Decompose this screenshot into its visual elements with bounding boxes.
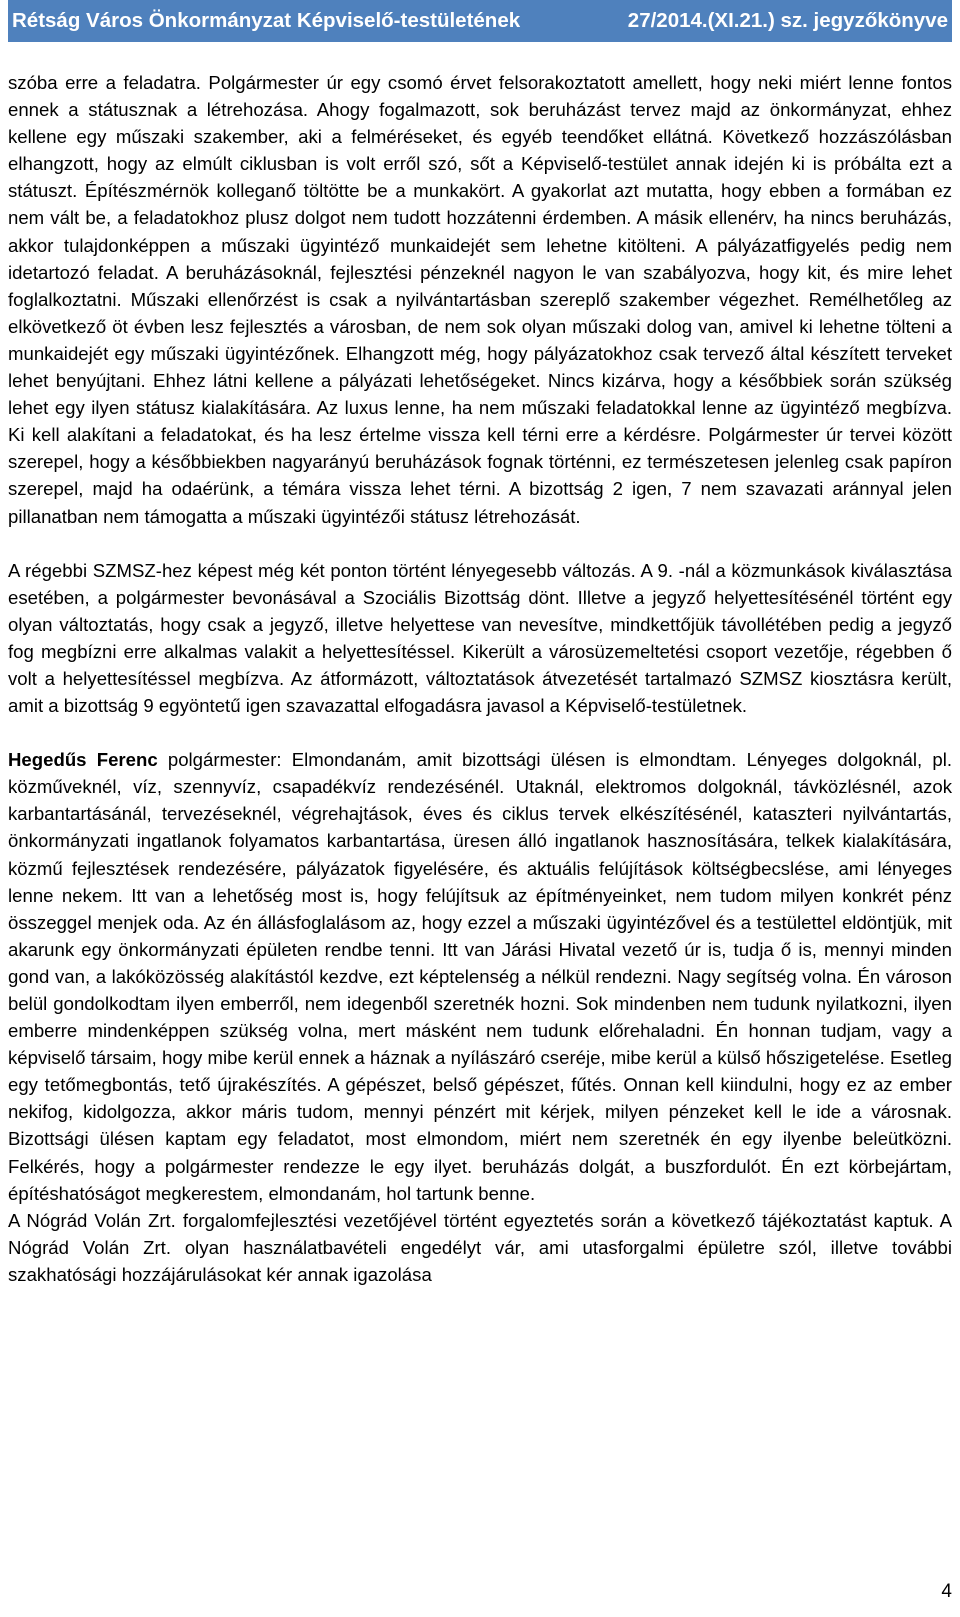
header-title: Rétság Város Önkormányzat Képviselő-testületének bbox=[12, 9, 521, 32]
page-number: 4 bbox=[941, 1581, 952, 1602]
document-body bbox=[8, 69, 952, 1288]
speech-text: polgármester: Elmondanám, amit bizottsági ülésen is elmondtam. Lényeges dolgoknál, pl. közműveknél, víz, szennyvíz, csapadékvíz rendezésénél. Utaknál, elektromos dolgoknál, távközlésnél, azok karbantartásánál, tervezéseknél, végrehajtások, éves és ciklus tervek elkészítésénél, kataszteri nyilvántartás, önkormányzati ingatlanok folyamatos karbantartása, üresen álló ingatlanok hasznosítására, telkek kialakítására, közmű fejlesztések rendezésére, pályázatok figyelésére, és aktuális felújítások költségbecslése, ami lényeges lenne nekem. Itt van a lehetőség most is, hogy felújítsuk az építményeinket, nem tudom milyen konkrét pénz összeggel menjek oda. Az én állásfoglalásom az, hogy ezzel a műszaki ügyintézővel és a testülettel eldöntjük, mit akarunk egy önkormányzati épületen rendbe tenni. Itt van Járási Hivatal vezető úr is, tudja ő is, mennyi minden gond van, a lakóközösség alakítástól kezdve, ezt képtelenség a nélkül rendezni. Nagy segítség volna. Én városon belül gondolkodtam ilyen emberről, nem idegenből szeretnék hozni. Sok mindenben nem tudunk nyilatkozni, ilyen emberre mindenképpen szükség volna, mert másként nem tudunk előrehaladni. Én honnan tudjam, vagy a képviselő társaim, hogy mibe kerül ennek a háznak a nyílászáró cseréje, mibe kerül a külső hőszigetelése. Esetleg egy tetőmegbontás, tető újrakészítés. A gépészet, belső gépészet, fűtés. Onnan kell kiindulni, hogy ez az ember nekifog, kidolgozza, akkor máris tudom, mennyi pénzért mit kérjek, milyen pénzeket kell le ide a városnak. Bizottsági ülésen kaptam egy feladatot, most elmondom, miért nem szeretnék én egy ilyenbe beleütközni. Felkérés, hogy a polgármester rendezze le egy ilyet. beruházás dolgát, a buszfordulót. Én ezt körbejártam, építéshatóságot megkerestem, elmondanám, hol tartunk benne. bbox=[8, 749, 952, 1204]
paragraph-volan: A Nógrád Volán Zrt. forgalomfejlesztési vezetőjével történt egyeztetés során a következő tájékoztatást kaptuk. A Nógrád Volán Zrt. olyan használatbavételi engedélyt vár, ami utasforgalmi épületre szól, illetve további szakhatósági hozzájárulásokat kér annak igazolása bbox=[8, 1209, 952, 1285]
speaker-name: Hegedűs Ferenc bbox=[8, 749, 158, 771]
header-document-number: 27/2014.(XI.21.) sz. jegyzőkönyve bbox=[627, 9, 948, 32]
paragraph-committee-report: szóba erre a feladatra. Polgármester úr egy csomó érvet felsorakoztatott amellett, hogy neki miért lenne fontos ennek a státusznak a létrehozása. Ahogy fogalmazott, sok beruházást tervez majd az önkormányzat, ehhez kellene egy műszaki szakember, aki a felméréseket, és egyéb teendőket ellátná. Következő hozzászólásban elhangzott, hogy az elmúlt ciklusban is volt erről szó, sőt a Képviselő-testület annak idején ki is próbálta ezt a státuszt. Építészmérnök kolleganő töltötte be a munkakört. A gyakorlat azt mutatta, hogy ebben a formában ez nem vált be, a feladatokhoz plusz dolgot nem tudott hozzátenni érdemben. A másik ellenérv, ha nincs beruházás, akkor tulajdonképpen a műszaki ügyintéző munkaidejét sem lehetne kitölteni. A pályázatfigyelés pedig nem idetartozó feladat. A beruházásoknál, fejlesztési pénzeknél nagyon le van szabályozva, hogy kit, és mire lehet foglalkoztatni. Műszaki ellenőrzést is csak a nyilvántartásban szereplő szakember végezhet. Remélhetőleg az elkövetkező öt évben lesz fejlesztés a városban, de nem sok olyan műszaki dolog van, amivel ki lehetne tölteni a munkaidejét egy műszaki ügyintézőnek. Elhangzott még, hogy pályázatokhoz csak tervező által készített terveket lehet benyújtani. Ehhez látni kellene a pályázati lehetőségeket. Nincs kizárva, hogy a későbbiek során szükség lehet egy ilyen státusz kialakítására. Az luxus lenne, ha nem műszaki feladatokkal lenne az ügyintéző megbízva. Ki kell alakítani a feladatokat, és ha lesz értelme vissza kell térni erre a kérdésre. Polgármester úr tervei között szerepel, hogy a későbbiekben nagyarányú beruházások fognak történni, ez természetesen jelenleg csak papíron szerepel, majd ha odaérünk, a témára vissza lehet térni. A bizottság 2 igen, 7 nem szavazati aránnyal jelen pillanatban nem támogatta a műszaki ügyintézői státusz létrehozását. bbox=[8, 72, 952, 527]
paragraph-szmsz-changes: A régebbi SZMSZ-hez képest még két ponton történt lényegesebb változás. A 9. -nál a közmunkások kiválasztása esetében, a polgármester bevonásával a Szociális Bizottság dönt. Illetve a jegyző helyettesítésénél történt egy olyan változtatás, hogy csak a jegyző, illetve helyettese van nevesítve, mindkettőjük távollétében pedig a jegyző fog megbízni erre alkalmas valakit a helyettesítéssel. Kikerült a városüzemeltetési csoport vezetője, régebben ő volt a helyettesítéssel megbízva. Az átformázott, változtatások átvezetését tartalmazó SZMSZ kiosztásra került, amit a bizottság 9 egyöntetű igen szavazattal elfogadásra javasol a Képviselő-testületnek. bbox=[8, 559, 952, 717]
paragraph-mayor-speech bbox=[8, 746, 952, 1207]
document-header bbox=[8, 0, 952, 42]
